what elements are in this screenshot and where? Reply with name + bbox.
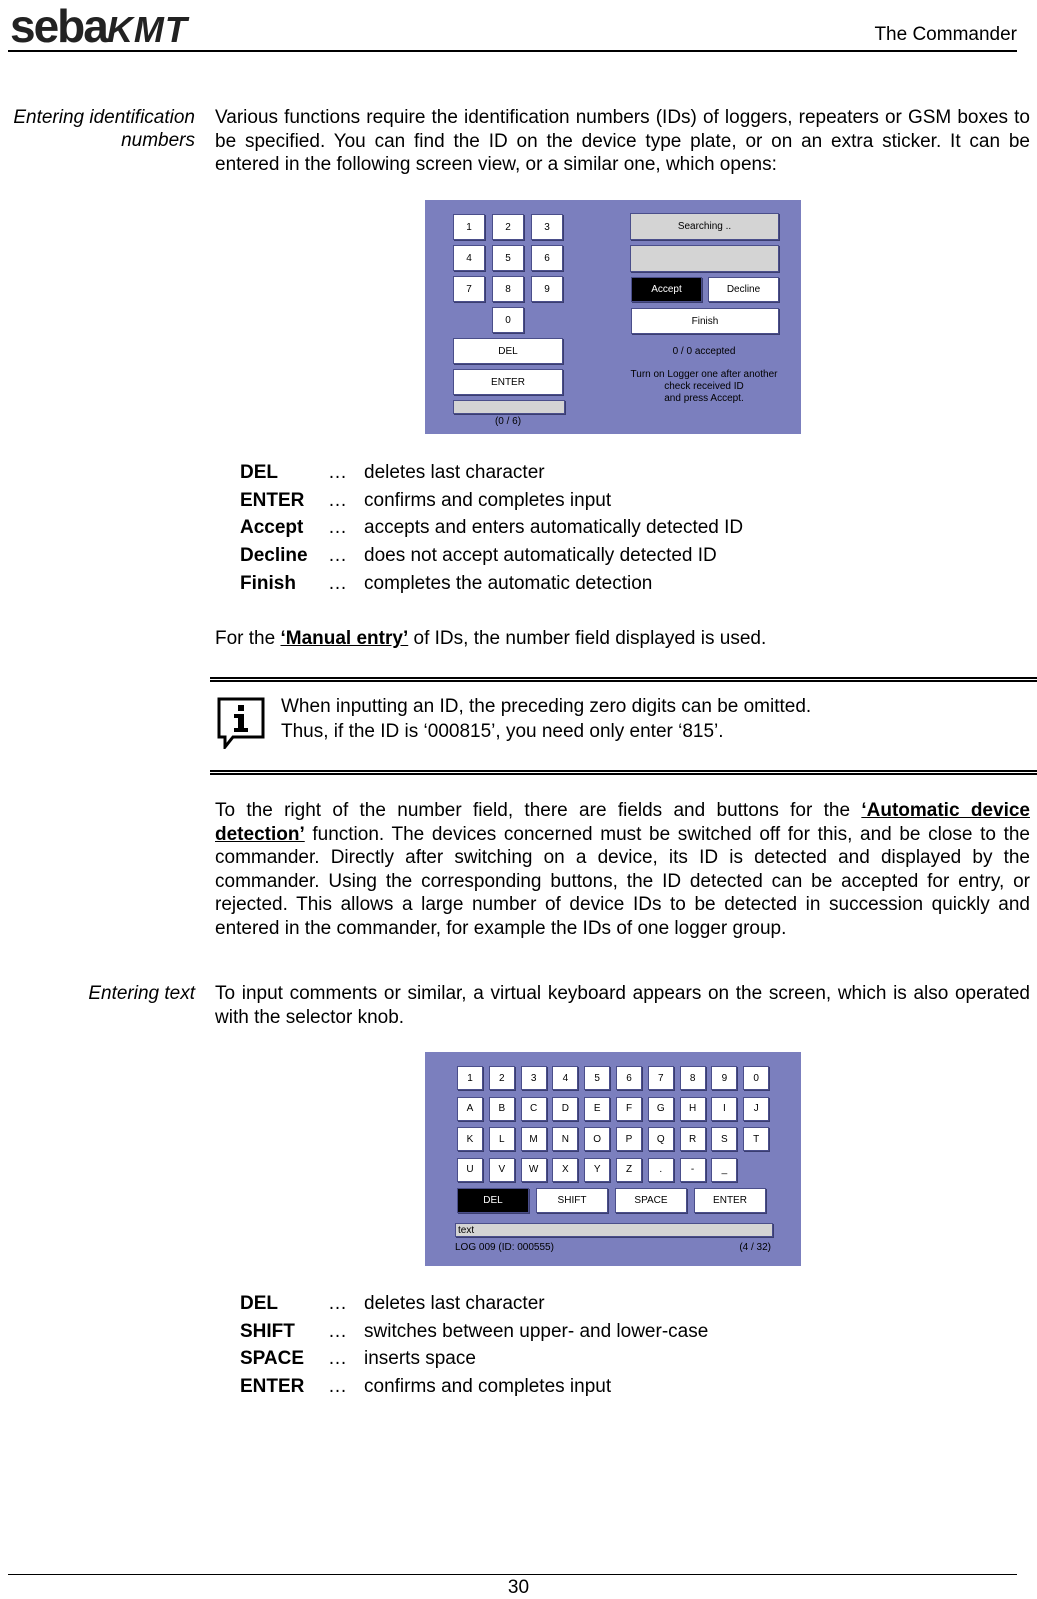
page-number: 30 xyxy=(507,1577,530,1598)
header-divider xyxy=(8,50,1017,52)
kb-key[interactable]: F xyxy=(616,1097,642,1121)
kb-enter-button[interactable]: ENTER xyxy=(694,1188,766,1213)
kb-key[interactable]: K xyxy=(457,1127,483,1151)
kb-key[interactable]: 0 xyxy=(743,1066,769,1090)
kb-key[interactable]: Y xyxy=(584,1158,610,1182)
def-row: SPACE … inserts space xyxy=(240,1348,476,1370)
definitions-list-2 xyxy=(240,1290,708,1401)
key-9[interactable]: 9 xyxy=(531,276,563,302)
key-7[interactable]: 7 xyxy=(453,276,485,302)
def-row: Accept … accepts and enters automatically detected ID xyxy=(240,517,744,539)
kb-key[interactable]: T xyxy=(743,1127,769,1151)
searching-status: Searching .. xyxy=(630,213,779,240)
decline-button[interactable]: Decline xyxy=(708,277,779,302)
kb-key[interactable]: 9 xyxy=(711,1066,737,1090)
def-row: DEL … deletes last character xyxy=(240,461,545,483)
kb-key[interactable]: J xyxy=(743,1097,769,1121)
definitions-list-1 xyxy=(240,459,743,597)
kb-key[interactable]: N xyxy=(552,1127,578,1151)
kb-key[interactable]: G xyxy=(648,1097,674,1121)
accepted-count: 0 / 0 accepted xyxy=(672,346,736,357)
kb-key[interactable]: 8 xyxy=(680,1066,706,1090)
kb-shift-button[interactable]: SHIFT xyxy=(536,1188,608,1213)
kb-key[interactable]: O xyxy=(584,1127,610,1151)
note-text: When inputting an ID, the preceding zero digits can be omitted. Thus, if the ID is ‘000815’, you need only enter ‘815’. xyxy=(281,696,812,742)
key-0[interactable]: 0 xyxy=(492,307,524,333)
def-row: DEL … deletes last character xyxy=(240,1292,545,1314)
kb-key[interactable]: - xyxy=(680,1158,706,1182)
automatic-detection-paragraph: To the right of the number field, there are fields and buttons for the ‘Automatic device detection’ function. The devices concerned must be switched off for this, and be close to the commander. Directly after switching on a device, its ID is detected and displayed by the commander. Using the corresponding buttons, the ID detected can be accepted for entry, or rejected. This allows a large number of device IDs to be detected in succession quickly and entered in the commander, for example the IDs of one logger group. xyxy=(215,800,1030,939)
key-3[interactable]: 3 xyxy=(531,214,563,240)
kb-key[interactable]: X xyxy=(552,1158,578,1182)
kb-key[interactable]: U xyxy=(457,1158,483,1182)
logger-status: LOG 009 (ID: 000555) xyxy=(455,1242,554,1253)
kb-key[interactable]: 1 xyxy=(457,1066,483,1090)
kb-key[interactable]: 5 xyxy=(584,1066,610,1090)
accept-button[interactable]: Accept xyxy=(631,277,702,302)
kb-key[interactable]: P xyxy=(616,1127,642,1151)
finish-button[interactable]: Finish xyxy=(631,308,779,334)
id-entry-screenshot xyxy=(425,200,801,434)
key-4[interactable]: 4 xyxy=(453,245,485,271)
id-input-field[interactable] xyxy=(453,400,565,414)
enter-button[interactable]: ENTER xyxy=(453,369,563,395)
key-2[interactable]: 2 xyxy=(492,214,524,240)
keyboard-screenshot xyxy=(425,1052,801,1266)
kb-key[interactable]: L xyxy=(489,1127,515,1151)
manual-entry-paragraph: For the ‘Manual entry’ of IDs, the number field displayed is used. xyxy=(215,628,767,649)
def-row: SHIFT … switches between upper- and lower-case xyxy=(240,1320,709,1342)
kb-key[interactable]: M xyxy=(521,1127,547,1151)
kb-key[interactable]: C xyxy=(521,1097,547,1121)
note-bottom-rule xyxy=(210,770,1037,775)
kb-key[interactable]: V xyxy=(489,1158,515,1182)
def-row: Finish … completes the automatic detection xyxy=(240,572,653,594)
header-title: The Commander xyxy=(874,24,1017,45)
key-1[interactable]: 1 xyxy=(453,214,485,240)
kb-key[interactable]: W xyxy=(521,1158,547,1182)
side-label-entering-ids: Entering identification numbers xyxy=(13,107,195,151)
key-8[interactable]: 8 xyxy=(492,276,524,302)
kb-key[interactable]: R xyxy=(680,1127,706,1151)
side-label-entering-text: Entering text xyxy=(88,983,195,1004)
def-row: ENTER … confirms and completes input xyxy=(240,489,612,511)
key-6[interactable]: 6 xyxy=(531,245,563,271)
def-row: Decline … does not accept automatically detected ID xyxy=(240,544,717,566)
text-entry-paragraph: To input comments or similar, a virtual keyboard appears on the screen, which is also operated with the selector knob. xyxy=(215,983,1030,1028)
kb-key[interactable]: 7 xyxy=(648,1066,674,1090)
kb-key[interactable]: A xyxy=(457,1097,483,1121)
entry-count: (4 / 32) xyxy=(739,1242,771,1253)
kb-key[interactable]: S xyxy=(711,1127,737,1151)
kb-key[interactable]: 6 xyxy=(616,1066,642,1090)
del-button[interactable]: DEL xyxy=(453,338,563,364)
kb-key[interactable]: B xyxy=(489,1097,515,1121)
kb-key[interactable]: D xyxy=(552,1097,578,1121)
intro-paragraph: Various functions require the identification numbers (IDs) of loggers, repeaters or GSM boxes to be specified. You can find the ID on the device type plate, or on an extra sticker. It can be entered in the following screen view, or a similar one, which opens: xyxy=(215,107,1030,175)
key-5[interactable]: 5 xyxy=(492,245,524,271)
kb-key[interactable]: Z xyxy=(616,1158,642,1182)
def-row: ENTER … confirms and completes input xyxy=(240,1375,612,1397)
sebakmt-logo: sebaKMT xyxy=(10,0,188,52)
footer-divider xyxy=(8,1574,1017,1575)
progress-count: (0 / 6) xyxy=(494,416,522,427)
kb-key[interactable]: Q xyxy=(648,1127,674,1151)
kb-key[interactable]: E xyxy=(584,1097,610,1121)
kb-key[interactable]: 2 xyxy=(489,1066,515,1090)
kb-key[interactable]: _ xyxy=(711,1158,737,1182)
kb-del-button[interactable]: DEL xyxy=(457,1188,529,1213)
instruction-text: Turn on Logger one after another check received ID and press Accept. xyxy=(630,369,778,404)
kb-key[interactable]: 4 xyxy=(552,1066,578,1090)
kb-space-button[interactable]: SPACE xyxy=(615,1188,687,1213)
text-input-field[interactable]: text xyxy=(455,1223,773,1237)
info-icon xyxy=(217,697,265,749)
kb-key[interactable]: . xyxy=(648,1158,674,1182)
kb-key[interactable]: I xyxy=(711,1097,737,1121)
kb-key[interactable]: H xyxy=(680,1097,706,1121)
note-top-rule xyxy=(210,677,1037,682)
detected-id-field xyxy=(630,245,779,272)
kb-key[interactable]: 3 xyxy=(521,1066,547,1090)
